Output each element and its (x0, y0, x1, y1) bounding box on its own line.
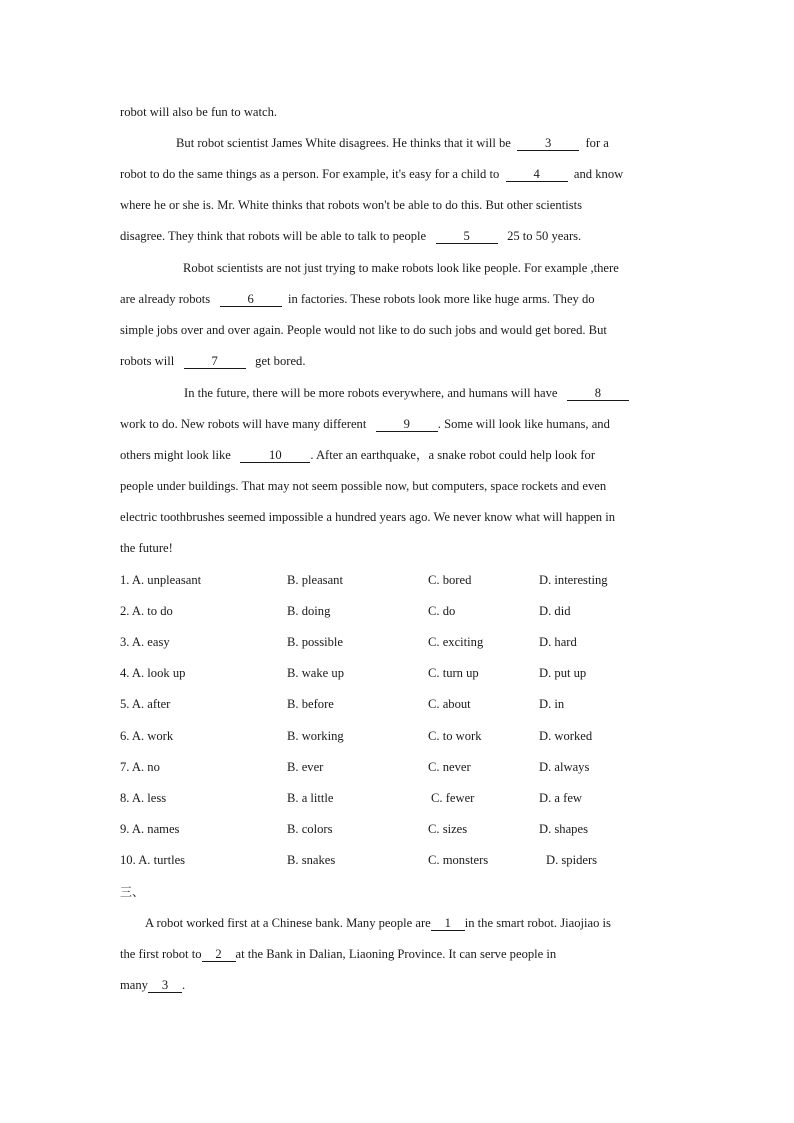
passage-line-14: electric toothbrushes seemed impossible a hundred years ago. We never know what will happen in (120, 510, 616, 524)
question-4-option-c: C. turn up (428, 666, 479, 680)
passage-line-12: others might look like 10 . After an earthquake，a snake robot could help look for (120, 448, 596, 462)
question-6-option-c: C. to work (428, 729, 482, 743)
question-9-option-d: D. shapes (539, 822, 588, 836)
blank-3: 3 (517, 136, 579, 151)
question-6-option-a: 6. A. work (120, 729, 174, 743)
section-3-blank-3: 3 (148, 978, 182, 993)
question-5-option-c: C. about (428, 697, 471, 711)
passage-line-8: simple jobs over and over again. People would not like to do such jobs and would get bored. But (120, 323, 607, 337)
question-10-option-b: B. snakes (287, 853, 336, 867)
blank-5: 5 (436, 229, 498, 244)
passage-line-6: Robot scientists are not just trying to make robots look like people. For example ,there (183, 261, 619, 275)
question-3-option-c: C. exciting (428, 635, 484, 649)
passage-line-2: But robot scientist James White disagrees. He thinks that it will be 3 for a (176, 136, 609, 150)
section-3-line-2: the first robot to 2 at the Bank in Dalian, Liaoning Province. It can serve people in (120, 947, 557, 961)
blank-9: 9 (376, 417, 438, 432)
section-3-blank-1: 1 (431, 916, 465, 931)
question-7-option-c: C. never (428, 760, 471, 774)
question-7-option-d: D. always (539, 760, 590, 774)
passage-line-13: people under buildings. That may not seem possible now, but computers, space rockets and even (120, 479, 607, 493)
passage-line-11: work to do. New robots will have many different 9 . Some will look like humans, and (120, 417, 610, 431)
question-4-option-a: 4. A. look up (120, 666, 186, 680)
question-1-option-d: D. interesting (539, 573, 608, 587)
question-2-option-b: B. doing (287, 604, 331, 618)
question-5-option-b: B. before (287, 697, 334, 711)
question-9-option-a: 9. A. names (120, 822, 180, 836)
blank-8: 8 (567, 386, 629, 401)
question-1-option-c: C. bored (428, 573, 472, 587)
question-1-option-a: 1. A. unpleasant (120, 573, 202, 587)
section-3-blank-2: 2 (202, 947, 236, 962)
passage-line-10: In the future, there will be more robots everywhere, and humans will have 8 (184, 385, 629, 401)
question-9-option-b: B. colors (287, 822, 333, 836)
question-3-option-b: B. possible (287, 635, 343, 649)
blank-7: 7 (184, 354, 246, 369)
blank-10: 10 (240, 448, 310, 463)
passage-line-15: the future! (120, 541, 173, 555)
passage-line-1: robot will also be fun to watch. (120, 105, 278, 119)
question-3-option-a: 3. A. easy (120, 635, 170, 649)
question-6-option-b: B. working (287, 729, 344, 743)
question-6-option-d: D. worked (539, 729, 593, 743)
question-8-option-c: C. fewer (431, 791, 475, 805)
question-10-option-d: D. spiders (546, 853, 598, 867)
section-3-line-1: A robot worked first at a Chinese bank. Many people are 1 in the smart robot. Jiaojiao is (145, 916, 611, 930)
question-10-option-c: C. monsters (428, 853, 489, 867)
question-7-option-a: 7. A. no (120, 760, 160, 774)
section-3-heading: 三、 (120, 885, 145, 899)
question-4-option-b: B. wake up (287, 666, 345, 680)
question-8-option-a: 8. A. less (120, 791, 167, 805)
passage-line-3: robot to do the same things as a person. For example, it's easy for a child to 4 and know (120, 167, 624, 181)
passage-line-5: disagree. They think that robots will be able to talk to people 5 25 to 50 years. (120, 229, 582, 243)
section-3-line-3: many 3 . (120, 978, 186, 992)
question-7-option-b: B. ever (287, 760, 324, 774)
question-2-option-a: 2. A. to do (120, 604, 173, 618)
blank-6: 6 (220, 292, 282, 307)
question-3-option-d: D. hard (539, 635, 577, 649)
question-10-option-a: 10. A. turtles (120, 853, 186, 867)
blank-4: 4 (506, 167, 568, 182)
question-8-option-d: D. a few (539, 791, 583, 805)
question-9-option-c: C. sizes (428, 822, 468, 836)
question-2-option-c: C. do (428, 604, 456, 618)
passage-line-4: where he or she is. Mr. White thinks that robots won't be able to do this. But other scientists (120, 198, 582, 212)
question-5-option-d: D. in (539, 697, 565, 711)
passage-line-7: are already robots 6 in factories. These robots look more like huge arms. They do (120, 292, 595, 306)
question-5-option-a: 5. A. after (120, 697, 171, 711)
question-2-option-d: D. did (539, 604, 571, 618)
passage-line-9: robots will 7 get bored. (120, 354, 306, 368)
question-4-option-d: D. put up (539, 666, 587, 680)
question-1-option-b: B. pleasant (287, 573, 343, 587)
question-8-option-b: B. a little (287, 791, 334, 805)
